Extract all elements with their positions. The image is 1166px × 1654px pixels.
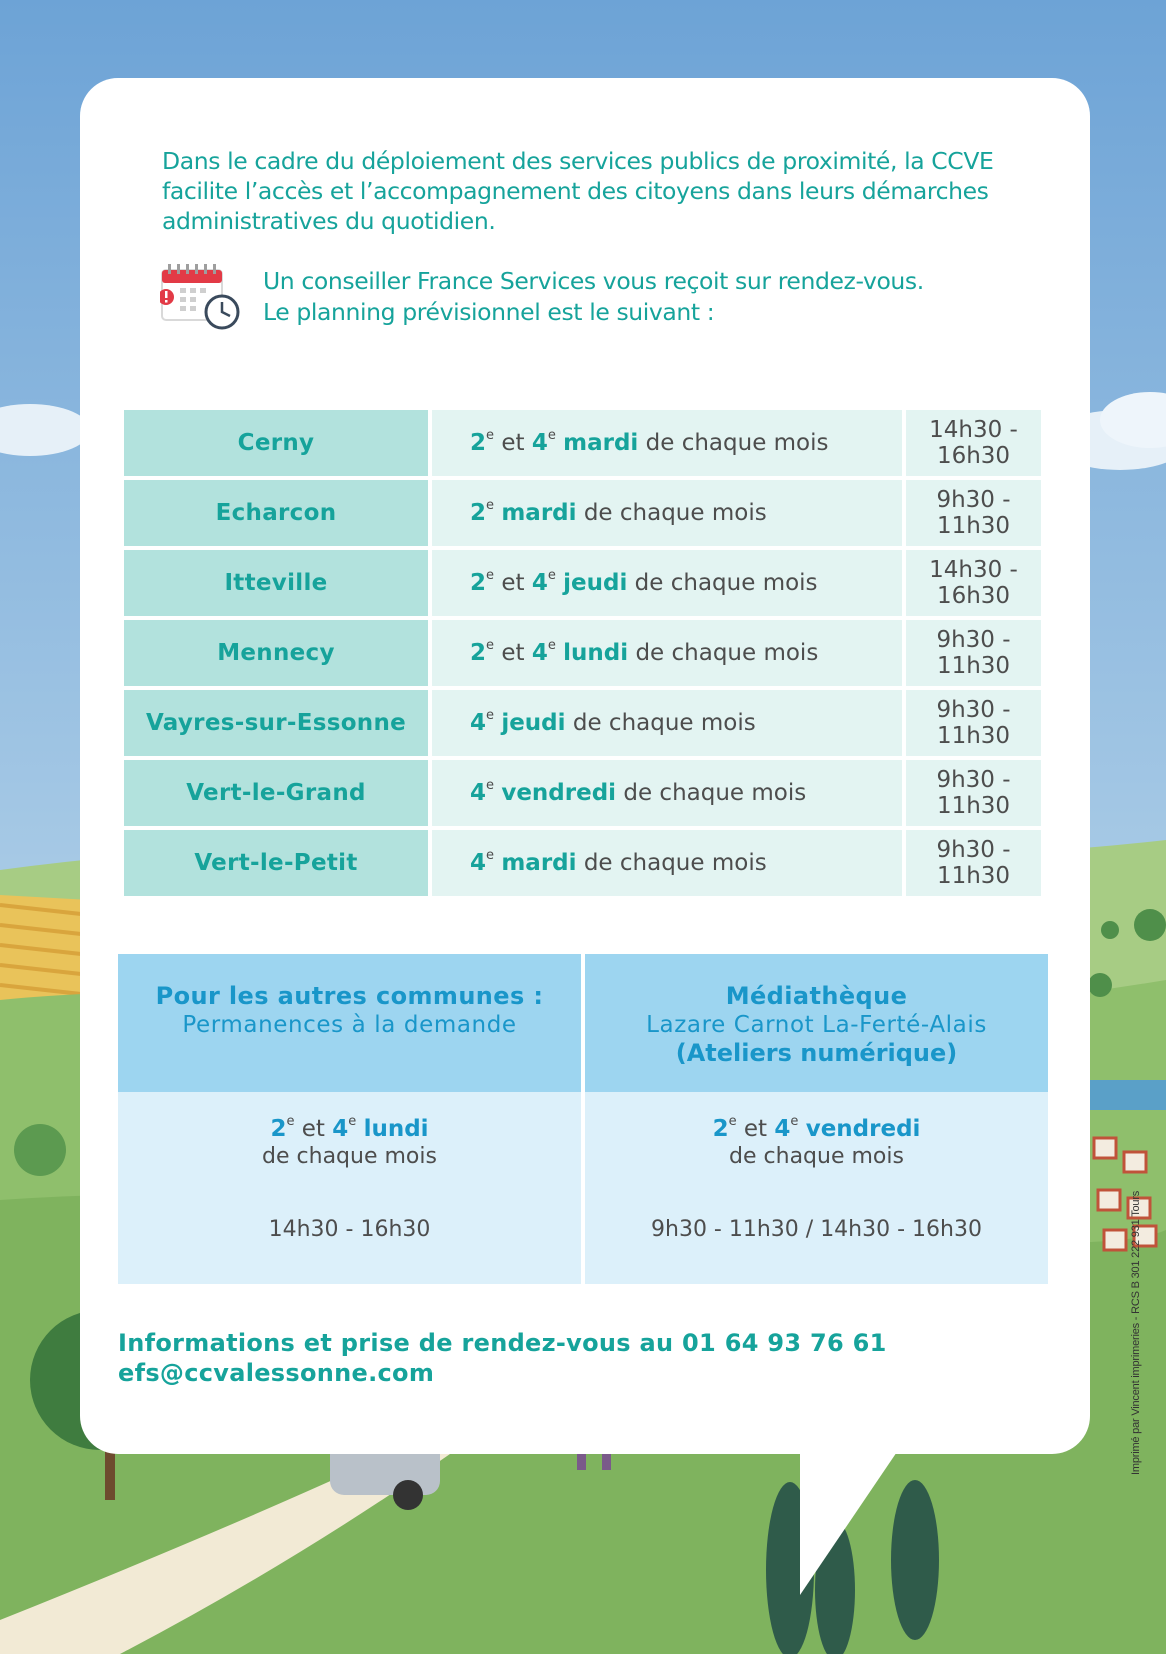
appointment-line-2: Le planning prévisionnel est le suivant : bbox=[263, 298, 715, 326]
schedule-time: 9h30 - 11h30 bbox=[906, 620, 1041, 686]
mediatheque-time: 9h30 - 11h30 / 14h30 - 16h30 bbox=[651, 1217, 982, 1242]
mediatheque-frequency: de chaque mois bbox=[729, 1144, 904, 1169]
appointment-text bbox=[263, 266, 1023, 328]
schedule-row bbox=[124, 620, 1041, 686]
mediatheque-title: Médiathèque bbox=[725, 982, 908, 1010]
schedule-time: 14h30 - 16h30 bbox=[906, 410, 1041, 476]
conjunction: et bbox=[501, 430, 525, 456]
other-communes-header bbox=[118, 954, 581, 1092]
mediatheque-body bbox=[585, 1092, 1048, 1284]
extra-permanences bbox=[118, 954, 1048, 1284]
schedule-row bbox=[124, 410, 1041, 476]
day-number: 4 bbox=[531, 570, 548, 596]
mediatheque-subtitle: Lazare Carnot La-Ferté-Alais bbox=[646, 1012, 987, 1038]
weekday: lundi bbox=[563, 640, 629, 666]
ordinal-suffix: e bbox=[486, 498, 495, 513]
schedule-days bbox=[432, 480, 902, 546]
day-number: 2 bbox=[470, 430, 487, 456]
schedule-town: Cerny bbox=[124, 410, 428, 476]
day-number: 4 bbox=[470, 780, 487, 806]
mediatheque-workshops: (Ateliers numérique) bbox=[675, 1039, 958, 1067]
schedule-table bbox=[120, 406, 1045, 900]
schedule-time: 14h30 - 16h30 bbox=[906, 550, 1041, 616]
other-communes-title: Pour les autres communes : bbox=[155, 982, 544, 1010]
contact-email[interactable]: efs@ccvalessonne.com bbox=[118, 1359, 435, 1387]
ordinal-suffix: e bbox=[486, 708, 495, 723]
day-number: 4 bbox=[531, 640, 548, 666]
weekday: mardi bbox=[501, 500, 577, 526]
other-communes-days: 2e et 4e lundi bbox=[270, 1114, 429, 1142]
ordinal-suffix: e bbox=[486, 428, 495, 443]
ordinal-suffix: e bbox=[486, 638, 495, 653]
other-communes-frequency: de chaque mois bbox=[262, 1144, 437, 1169]
contact-phone: Informations et prise de rendez-vous au 01 64 93 76 61 bbox=[118, 1329, 887, 1357]
schedule-time: 9h30 - 11h30 bbox=[906, 690, 1041, 756]
day-number: 4 bbox=[531, 430, 548, 456]
weekday: jeudi bbox=[563, 570, 628, 596]
schedule-row bbox=[124, 690, 1041, 756]
frequency: de chaque mois bbox=[583, 500, 767, 526]
schedule-time: 9h30 - 11h30 bbox=[906, 480, 1041, 546]
schedule-time: 9h30 - 11h30 bbox=[906, 830, 1041, 896]
ordinal-suffix: e bbox=[486, 778, 495, 793]
ordinal-suffix: e bbox=[486, 568, 495, 583]
weekday: jeudi bbox=[501, 710, 566, 736]
day-number: 4 bbox=[470, 710, 487, 736]
ordinal-suffix: e bbox=[486, 848, 495, 863]
other-communes-time: 14h30 - 16h30 bbox=[268, 1217, 431, 1242]
ordinal-suffix: e bbox=[547, 638, 556, 653]
schedule-days bbox=[432, 830, 902, 896]
intro-text: Dans le cadre du déploiement des services publics de proximité, la CCVE facilite l’accès et l’accompagnement des citoyens dans leurs démarches administratives du quotidien. bbox=[162, 147, 994, 235]
frequency: de chaque mois bbox=[645, 430, 829, 456]
day-number: 2 bbox=[470, 500, 487, 526]
mediatheque-box bbox=[585, 954, 1048, 1284]
ordinal-suffix: e bbox=[547, 428, 556, 443]
frequency: de chaque mois bbox=[635, 640, 819, 666]
contact-info bbox=[118, 1328, 887, 1388]
schedule-days bbox=[432, 410, 902, 476]
frequency: de chaque mois bbox=[583, 850, 767, 876]
calendar-clock-icon bbox=[160, 264, 242, 332]
schedule-days bbox=[432, 760, 902, 826]
day-number: 2 bbox=[470, 570, 487, 596]
frequency: de chaque mois bbox=[572, 710, 756, 736]
weekday: vendredi bbox=[501, 780, 617, 806]
conjunction: et bbox=[501, 640, 525, 666]
appointment-line-1: Un conseiller France Services vous reçoit sur rendez-vous. bbox=[263, 267, 924, 295]
schedule-town: Vert-le-Petit bbox=[124, 830, 428, 896]
schedule-town: Vayres-sur-Essonne bbox=[124, 690, 428, 756]
day-number: 2 bbox=[470, 640, 487, 666]
schedule-row bbox=[124, 480, 1041, 546]
conjunction: et bbox=[501, 570, 525, 596]
weekday: mardi bbox=[501, 850, 577, 876]
printer-imprint: Imprimé par Vincent imprimeries - RCS B 301 222 931 Tours bbox=[1130, 1190, 1142, 1475]
schedule-town: Echarcon bbox=[124, 480, 428, 546]
schedule-town: Vert-le-Grand bbox=[124, 760, 428, 826]
mediatheque-days: 2e et 4e vendredi bbox=[712, 1114, 921, 1142]
schedule-time: 9h30 - 11h30 bbox=[906, 760, 1041, 826]
frequency: de chaque mois bbox=[634, 570, 818, 596]
schedule-days bbox=[432, 550, 902, 616]
schedule-town: Mennecy bbox=[124, 620, 428, 686]
day-number: 4 bbox=[470, 850, 487, 876]
weekday: mardi bbox=[563, 430, 639, 456]
schedule-row bbox=[124, 760, 1041, 826]
other-communes-body bbox=[118, 1092, 581, 1284]
other-communes-box bbox=[118, 954, 581, 1284]
ordinal-suffix: e bbox=[547, 568, 556, 583]
mediatheque-header bbox=[585, 954, 1048, 1092]
schedule-days bbox=[432, 620, 902, 686]
schedule-row bbox=[124, 830, 1041, 896]
frequency: de chaque mois bbox=[623, 780, 807, 806]
other-communes-subtitle: Permanences à la demande bbox=[182, 1012, 517, 1038]
schedule-row bbox=[124, 550, 1041, 616]
schedule-town: Itteville bbox=[124, 550, 428, 616]
schedule-days bbox=[432, 690, 902, 756]
